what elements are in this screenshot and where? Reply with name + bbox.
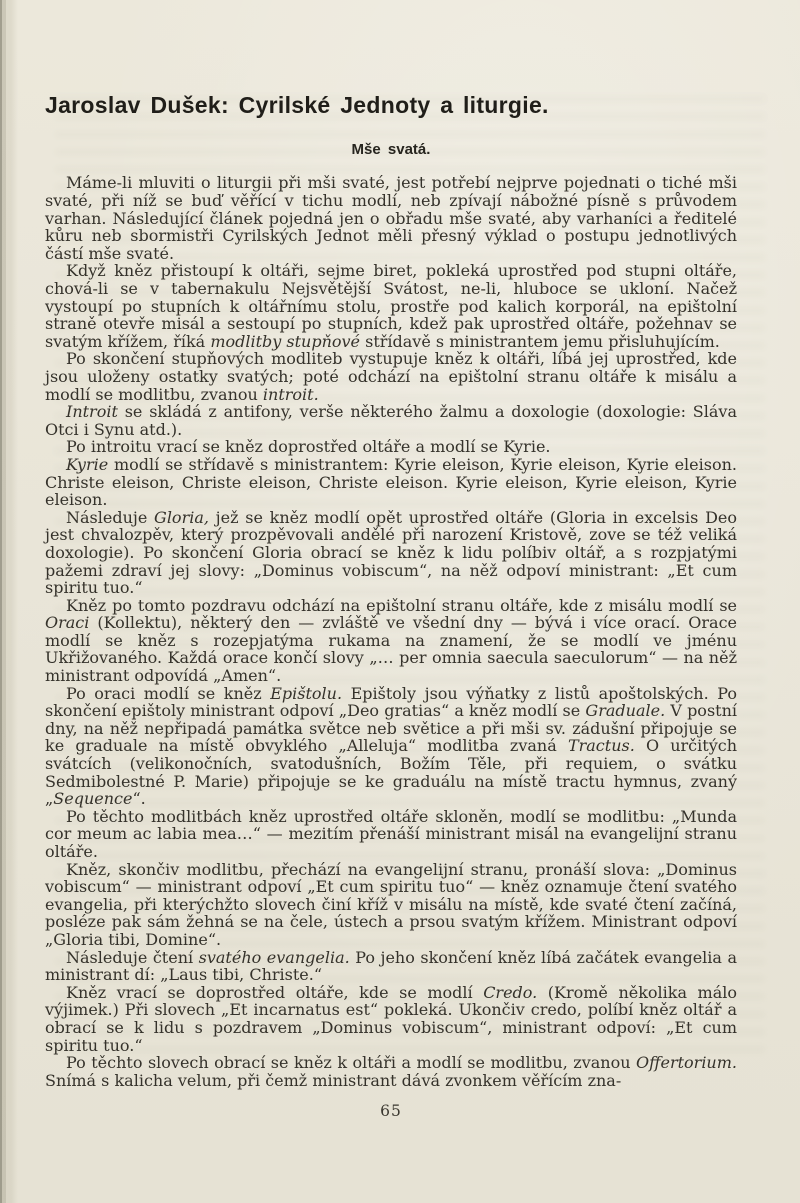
text-run: jež se kněz modlí opět uprostřed oltáře (Gloria in excelsis Deo jest chvalozpěv, který prozpěvovali andělé při narození Kristově, zove se též veliká doxologie). Po skončení Gloria obrací se kněz k lidu políbiv oltář, a s rozpjatými pažemi zdraví jej slovy: „Dominus vobiscum“, na něž odpoví ministrant: „Et cum spiritu tuo.“ — [45, 507, 737, 598]
paragraph — [45, 262, 737, 350]
text-run: V postní dny, na něž nepřipadá památka světce neb světice a při mši sv. zádušní připojuje se ke graduale na místě obvyklého „Alleluja“ modlitba zvaná — [45, 701, 737, 756]
text-run: Po oraci modlí se kněz — [66, 683, 271, 703]
page-content — [45, 0, 737, 1120]
italic-term: svatého evangelia. — [198, 947, 350, 967]
italic-term: Graduale. — [585, 701, 666, 721]
paragraph — [45, 509, 737, 597]
text-run: Kněz po tomto pozdravu odchází na epištolní stranu oltáře, kde z misálu modlí se — [66, 595, 737, 615]
text-run: Kněz vrací se doprostřed oltáře, kde se modlí — [66, 982, 484, 1002]
section-heading: Mše svatá. — [351, 141, 431, 159]
article-body — [45, 174, 737, 1089]
italic-term: Sequence — [53, 789, 133, 809]
italic-term: Gloria, — [154, 507, 209, 527]
italic-term: Introit — [66, 402, 118, 422]
paragraph — [45, 1054, 737, 1089]
text-run: O určitých svátcích (velikonočních, svatodušních, Božím Těle, při requiem, o svátku Sedmibolestné P. Marie) připojuje se ke graduálu na místě tractu hymnus, zvaný „ — [45, 736, 737, 809]
italic-term: Oraci — [45, 613, 90, 633]
text-run: (Kromě několika málo výjimek.) Při slovech „Et incarnatus est“ pokleká. Ukončiv credo, políbí kněz oltář a obrací se k lidu s pozdravem „Dominus vobiscum“, ministrant odpoví: „Et cum spiritu tuo.“ — [45, 982, 738, 1055]
italic-term: Offertorium. — [636, 1053, 737, 1073]
text-run: Následuje — [66, 507, 155, 527]
text-run: modlí se střídavě s ministrantem: Kyrie eleison, Kyrie eleison, Kyrie eleison. Christe eleison, Christe eleison, Christe eleison. Kyrie eleison, Kyrie eleison, Kyrie eleison. — [45, 454, 737, 510]
text-run: Snímá s kalicha velum, při čemž ministrant dává zvonkem věřícím zna- — [45, 1070, 622, 1090]
text-run: Kněz, skončiv modlitbu, přechází na evangelijní stranu, pronáší slova: „Dominus vobiscum“ — ministrant odpoví „Et cum spiritu tuo“ — kněz oznamuje čtení svatého evangelia, při kterýchžto slovech činí kříž v misálu na místě, kde svaté čtení začíná, posléze pak sám žehná se na čele, ústech a prsou svatým křížem. Ministrant odpoví „Gloria tibi, Domine“. — [45, 859, 737, 949]
text-run: Po těchto slovech obrací se kněz k oltáři a modlí se modlitbu, zvanou — [66, 1053, 637, 1073]
paragraph — [45, 438, 737, 456]
text-run: Po těchto modlitbách kněz uprostřed oltáře skloněn, modlí se modlitbu: „Munda cor meum ac labia mea…“ — mezitím přenáší ministrant misál na evangelijní stranu oltáře. — [45, 806, 737, 861]
paragraph — [45, 456, 737, 509]
text-run: Epištoly jsou výňatky z listů apoštolských. Po skončení epištoly ministrant odpoví „Deo gratias“ a kněz modlí se — [45, 683, 737, 721]
italic-term: modlitby stupňové — [210, 331, 361, 351]
article-title: Jaroslav Dušek: Cyrilské Jednoty a liturgie. — [45, 92, 549, 118]
text-run: Máme-li mluviti o liturgii při mši svaté, jest potřebí nejprve pojednati o tiché mši svaté, při níž se buď věřící v tichu modlí, neb zpívají nábožné písně s průvodem varhan. Následující článek pojedná jen o obřadu mše svaté, aby varhaníci a ředitelé kůru neb sbormistři Cyrilských Jednot měli přesný výklad o postupu jednotlivých částí mše svaté. — [45, 173, 737, 263]
paragraph — [45, 685, 737, 808]
page-number: 65 — [380, 1102, 402, 1121]
italic-term: Tractus. — [567, 736, 635, 756]
paragraph — [45, 861, 737, 949]
text-run: “. — [132, 789, 146, 809]
scan-left-edge — [0, 0, 18, 1203]
italic-term: Kyrie — [66, 454, 109, 474]
paragraph — [45, 808, 737, 861]
text-run: (Kollektu), některý den — zvláště ve všední dny — bývá i více orací. Orace modlí se kněz s rozepjatýma rukama na znamení, že se modlí ve jménu Ukřižovaného. Každá orace končí slovy „… per omnia saecula saeculorum“ — na něž ministrant odpovídá „Amen“. — [45, 613, 737, 686]
italic-term: Epištolu. — [270, 683, 343, 703]
paragraph — [45, 350, 737, 403]
text-run: Po jeho skončení kněz líbá začátek evangelia a ministrant dí: „Laus tibi, Christe.“ — [45, 947, 738, 985]
text-run: Když kněz přistoupí k oltáři, sejme biret, pokleká uprostřed pod stupni oltáře, chová-li se v tabernakulu Nejsvětější Svátost, ne-li, hluboce se ukloní. Načež vystoupí po stupních k oltářnímu stolu, prostře pod kalich korporál, na epištolní straně otevře misál a sestoupí po stupních, kdež pak uprostřed oltáře, požehnav se svatým křížem, říká — [45, 261, 737, 351]
text-run: se skládá z antifony, verše některého žalmu a doxologie (doxologie: Sláva Otci i Synu atd.). — [45, 402, 737, 439]
paragraph — [45, 597, 737, 685]
paragraph — [45, 984, 737, 1054]
italic-term: Credo. — [483, 982, 538, 1002]
text-run: Po skončení stupňových modliteb vystupuje kněz k oltáři, líbá jej uprostřed, kde jsou uloženy ostatky svatých; poté odchází na epištolní stranu oltáře k misálu a modlí se modlitbu, zvanou — [45, 349, 737, 404]
text-run: Následuje čtení — [66, 947, 199, 967]
paragraph — [45, 174, 737, 262]
text-run: Po introitu vrací se kněz doprostřed oltáře a modlí se Kyrie. — [66, 437, 551, 457]
paragraph — [45, 403, 737, 438]
italic-term: introit. — [262, 384, 319, 404]
paragraph — [45, 949, 737, 984]
text-run: střídavě s ministrantem jemu přisluhujícím. — [360, 331, 720, 351]
